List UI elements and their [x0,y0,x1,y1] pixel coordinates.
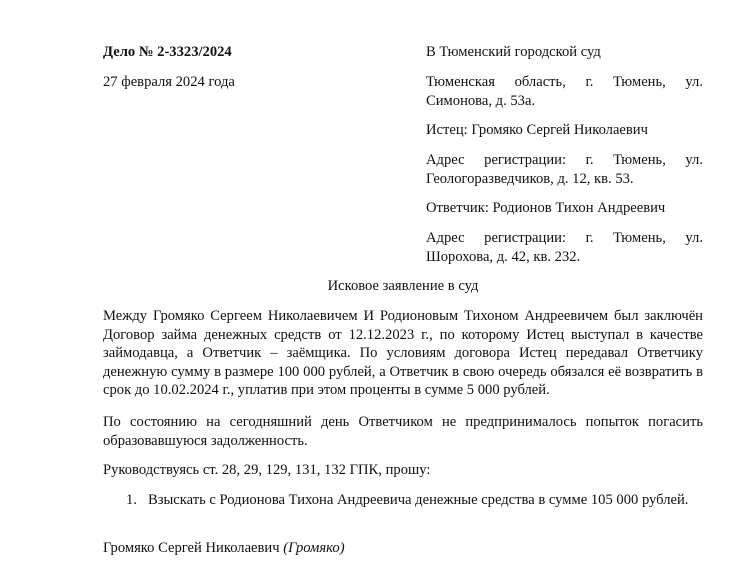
court-name: В Тюменский городской суд [426,44,601,60]
document-title: Исковое заявление в суд [327,278,479,294]
court-address: Тюменская область, г. Тюмень, ул. Симонова, д. 53а. [426,74,703,109]
signature [103,539,703,558]
plaintiff-address: Адрес регистрации: г. Тюмень, ул. Геологоразведчиков, д. 12, кв. 53. [426,152,703,187]
document-date: 27 февраля 2024 года [103,74,235,90]
signature-name: Громяко Сергей Николаевич [103,540,280,556]
signature-mark: (Громяко) [283,540,345,556]
list-item [126,491,703,510]
request-list [126,491,703,510]
case-number: Дело № 2-3323/2024 [103,44,232,60]
paragraph-request-intro: Руководствуясь ст. 28, 29, 129, 131, 132 ГПК, прошу: [103,462,431,478]
list-item-text: Взыскать с Родионова Тихона Андреевича денежные средства в сумме 105 000 рублей. [148,492,689,508]
paragraph-contract: Между Громяко Сергеем Николаевичем И Родионовым Тихоном Андреевичем был заключён Договор займа денежных средств от 12.12.2023 г., по которому Истец выступал в качестве займодавца, а Ответчик – заёмщика. По условиям договора Истец передавал Ответчику денежную сумму в размере 100 000 рублей, а Ответчик в свою очередь обязался её возвратить в срок до 10.02.2024 г., уплатив при этом проценты в сумме 5 000 рублей. [103,308,703,399]
defendant-address: Адрес регистрации: г. Тюмень, ул. Шорохова, д. 42, кв. 232. [426,230,703,265]
plaintiff: Истец: Громяко Сергей Николаевич [426,122,648,138]
list-number: 1. [126,492,137,508]
defendant: Ответчик: Родионов Тихон Андреевич [426,200,666,216]
paragraph-debt: По состоянию на сегодняшний день Ответчиком не предпринималось попыток погасить образовавшуюся задолженность. [103,414,703,449]
